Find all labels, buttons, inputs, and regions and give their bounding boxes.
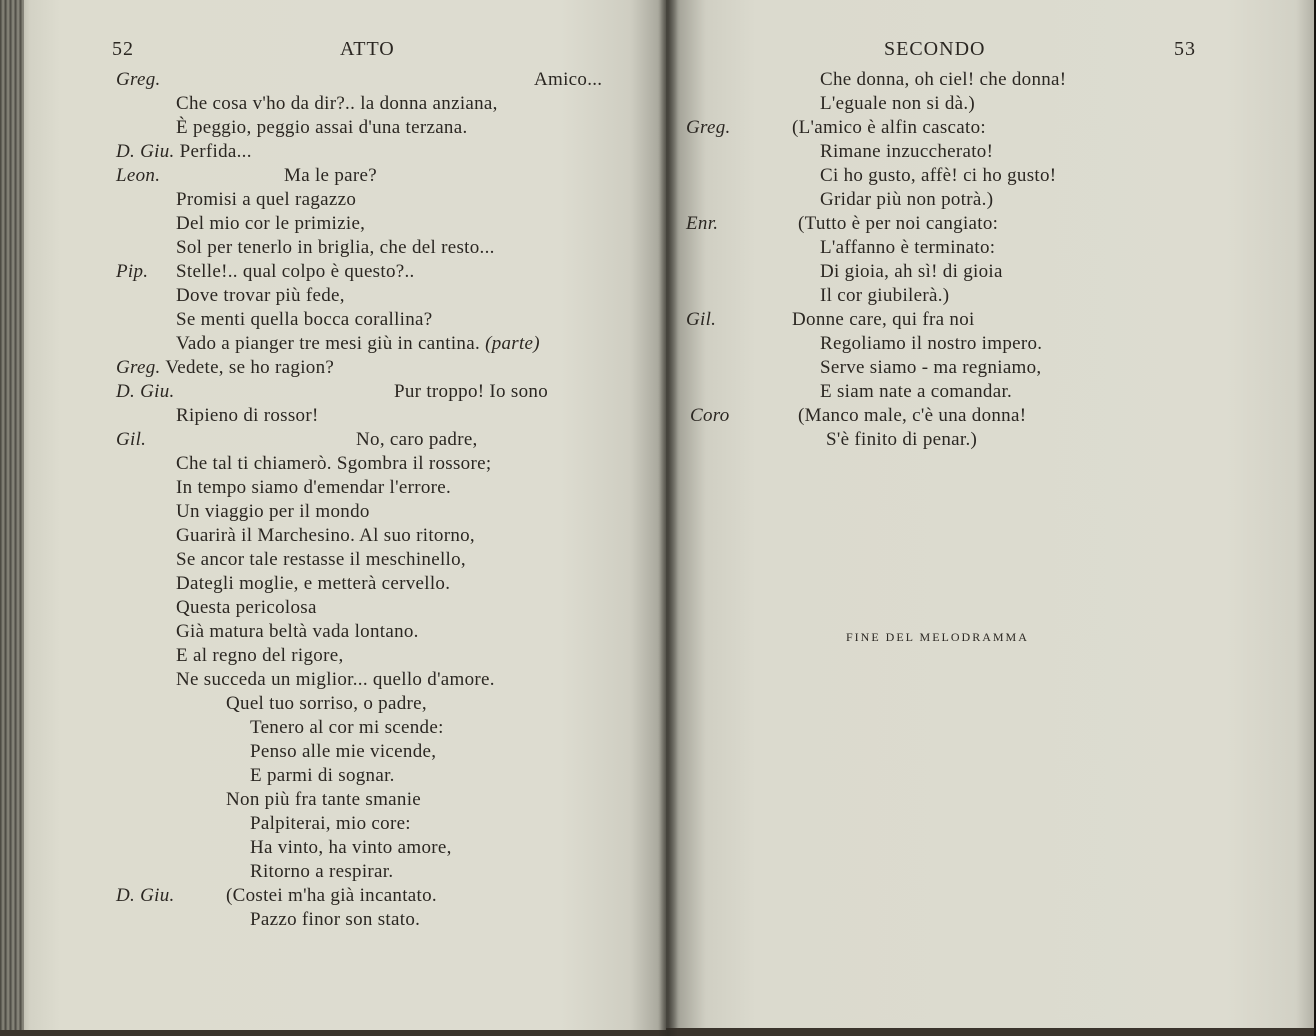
verse-line: Se menti quella bocca corallina?	[176, 309, 433, 330]
verse-line: Stelle!.. qual colpo è questo?..	[176, 261, 415, 282]
verse-line: In tempo siamo d'emendar l'errore.	[176, 477, 452, 498]
speaker-label: Gil.	[686, 309, 717, 330]
page-number: 52	[112, 38, 134, 60]
stage-direction: (parte)	[485, 333, 540, 354]
verse-line: Ci ho gusto, affè! ci ho gusto!	[820, 165, 1057, 186]
verse-line: Se ancor tale restasse il meschinello,	[176, 549, 466, 570]
verse-line: È peggio, peggio assai d'una terzana.	[176, 117, 468, 138]
verse-line: S'è finito di penar.)	[826, 429, 978, 450]
verse-text: Perfida...	[179, 141, 252, 162]
speaker-label: Leon.	[116, 165, 161, 186]
verse-line: No, caro padre,	[356, 429, 478, 450]
verse-line: (Manco male, c'è una donna!	[798, 405, 1027, 426]
verse-line: Che tal ti chiamerò. Sgombra il rossore;	[176, 453, 492, 474]
verse-line: E parmi di sognar.	[250, 765, 395, 786]
verse-line: Che donna, oh ciel! che donna!	[820, 69, 1067, 90]
speaker-label: D. Giu.	[116, 141, 175, 162]
page-edge	[0, 0, 24, 1036]
book-gutter	[658, 0, 678, 1036]
verse-line: (Tutto è per noi cangiato:	[798, 213, 999, 234]
verse-line: Donne care, qui fra noi	[792, 309, 975, 330]
verse-line: (Costei m'ha già incantato.	[226, 885, 437, 906]
verse-line: Ritorno a respirar.	[250, 861, 394, 882]
running-header: SECONDO	[884, 38, 986, 60]
verse-line: Amico...	[534, 69, 603, 90]
speaker-label: Greg.	[116, 69, 161, 90]
verse-line: Non più fra tante smanie	[226, 789, 422, 810]
speaker-label: Gil.	[116, 429, 147, 450]
running-header: ATTO	[340, 38, 395, 60]
verse-line: L'affanno è terminato:	[820, 237, 996, 258]
verse-line: Dove trovar più fede,	[176, 285, 345, 306]
end-note: FINE DEL MELODRAMMA	[846, 630, 1029, 644]
verse-line: Ne succeda un miglior... quello d'amore.	[176, 669, 495, 690]
verse-line: Che cosa v'ho da dir?.. la donna anziana,	[176, 93, 498, 114]
verse-line: Dategli moglie, e metterà cervello.	[176, 573, 451, 594]
page-number: 53	[1174, 38, 1196, 60]
verse-line: Già matura beltà vada lontano.	[176, 621, 419, 642]
verse-line: Ripieno di rossor!	[176, 405, 319, 426]
verse-line: (L'amico è alfin cascato:	[792, 117, 986, 138]
verse-line: Serve siamo - ma regniamo,	[820, 357, 1042, 378]
speaker-label: D. Giu.	[116, 381, 175, 402]
verse-line: Questa pericolosa	[176, 597, 317, 618]
verse-line: Quel tuo sorriso, o padre,	[226, 693, 427, 714]
speaker-line	[116, 141, 252, 163]
verse-line: Palpiterai, mio core:	[250, 813, 411, 834]
verse-line: Promisi a quel ragazzo	[176, 189, 357, 210]
verse-line: Gridar più non potrà.)	[820, 189, 994, 210]
verse-line: Penso alle mie vicende,	[250, 741, 437, 762]
verse-line: Pazzo finor son stato.	[250, 909, 421, 930]
speaker-line	[116, 357, 334, 379]
verse-line: Di gioia, ah sì! di gioia	[820, 261, 1003, 282]
speaker-label: Coro	[690, 405, 730, 426]
verse-line: Del mio cor le primizie,	[176, 213, 366, 234]
right-page	[666, 0, 1314, 1036]
verse-line: Ha vinto, ha vinto amore,	[250, 837, 452, 858]
verse-line: Tenero al cor mi scende:	[250, 717, 444, 738]
verse-text: Vedete, se ho ragion?	[165, 357, 335, 378]
speaker-label: D. Giu.	[116, 885, 175, 906]
verse-line: E al regno del rigore,	[176, 645, 344, 666]
verse-text: Vado a pianger tre mesi giù in cantina.	[176, 333, 480, 354]
speaker-label: Greg.	[116, 357, 161, 378]
verse-line: Regoliamo il nostro impero.	[820, 333, 1043, 354]
verse-line: Sol per tenerlo in briglia, che del resto...	[176, 237, 495, 258]
verse-line: Guarirà il Marchesino. Al suo ritorno,	[176, 525, 475, 546]
speaker-label: Pip.	[116, 261, 149, 282]
verse-line: Pur troppo! Io sono	[394, 381, 548, 402]
verse-line	[176, 333, 540, 355]
speaker-label: Enr.	[686, 213, 719, 234]
speaker-label: Greg.	[686, 117, 731, 138]
verse-line: Il cor giubilerà.)	[820, 285, 950, 306]
verse-line: E siam nate a comandar.	[820, 381, 1013, 402]
verse-line: L'eguale non si dà.)	[820, 93, 976, 114]
verse-line: Ma le pare?	[284, 165, 377, 186]
verse-line: Un viaggio per il mondo	[176, 501, 370, 522]
verse-line: Rimane inzuccherato!	[820, 141, 994, 162]
